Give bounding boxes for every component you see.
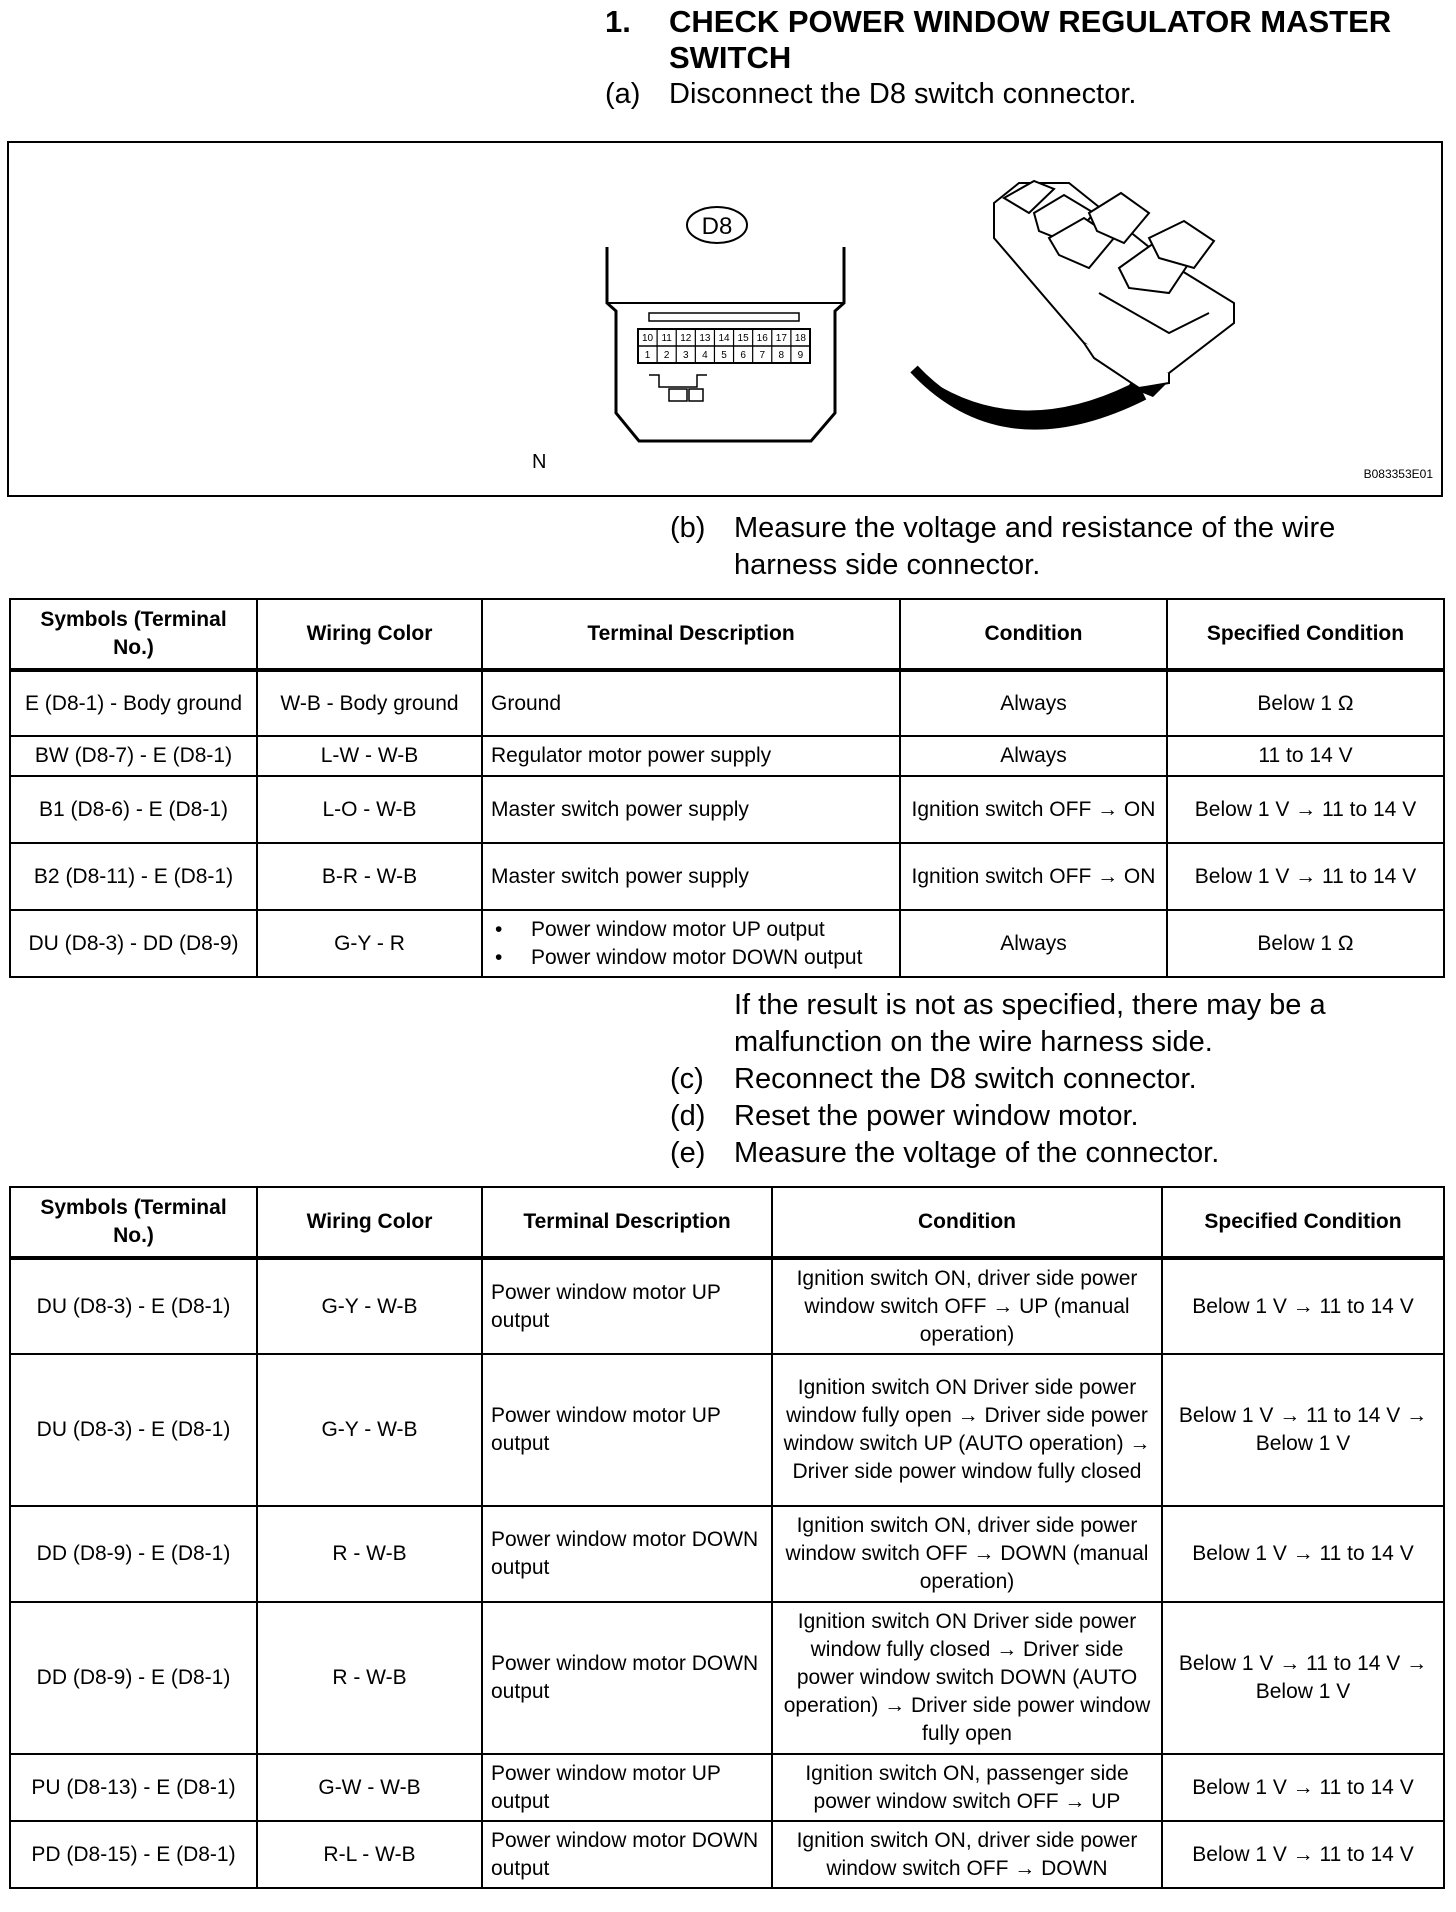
cell-condition: Always xyxy=(900,910,1167,977)
header-wiring-color: Wiring Color xyxy=(257,1187,482,1258)
connector-illustration xyxy=(9,143,1441,495)
cell-description xyxy=(482,910,900,977)
cell-description: Power window motor UP output xyxy=(482,1754,772,1821)
cell-description: Power window motor UP output xyxy=(482,1354,772,1506)
cell-symbols: B2 (D8-11) - E (D8-1) xyxy=(10,843,257,910)
cell-description: Ground xyxy=(482,670,900,736)
terminal-number: 18 xyxy=(794,333,807,344)
voltage-table xyxy=(9,1186,1445,1889)
header-condition: Condition xyxy=(772,1187,1162,1258)
cell-wiring-color: R - W-B xyxy=(257,1506,482,1602)
terminal-number: 4 xyxy=(702,350,708,361)
cell-condition: Ignition switch ON, driver side power window switch OFF → UP (manual operation) xyxy=(772,1258,1162,1354)
figure-n-label: N xyxy=(532,451,547,473)
cell-description: Master switch power supply xyxy=(482,843,900,910)
bullet-item: • Power window motor DOWN output xyxy=(491,944,891,972)
table-row xyxy=(10,910,1444,977)
cell-description: Power window motor DOWN output xyxy=(482,1821,772,1888)
terminal-number: 7 xyxy=(759,350,766,361)
substep-a xyxy=(605,76,1425,113)
cell-specified: Below 1 V → 11 to 14 V xyxy=(1162,1754,1444,1821)
header-symbols: Symbols (Terminal No.) xyxy=(10,1187,257,1258)
substep-letter: (c) xyxy=(670,1063,704,1095)
terminal-number: 12 xyxy=(680,333,692,344)
header-terminal-description: Terminal Description xyxy=(482,1187,772,1258)
cell-description: Master switch power supply xyxy=(482,776,900,843)
terminal-number: 13 xyxy=(699,333,711,344)
header-symbols: Symbols (Terminal No.) xyxy=(10,599,257,670)
cell-description: Power window motor UP output xyxy=(482,1258,772,1354)
substep-text: Reset the power window motor. xyxy=(734,1100,1139,1132)
substep-text: Measure the voltage and resistance of the wire harness side connector. xyxy=(734,512,1336,581)
terminal-number: 5 xyxy=(721,350,727,361)
cell-condition: Ignition switch OFF → ON xyxy=(900,776,1167,843)
substep-letter: (a) xyxy=(605,78,641,110)
header-condition: Condition xyxy=(900,599,1167,670)
connector-label-text: D8 xyxy=(701,213,733,240)
header-wiring-color: Wiring Color xyxy=(257,599,482,670)
cell-wiring-color: L-O - W-B xyxy=(257,776,482,843)
cell-symbols: E (D8-1) - Body ground xyxy=(10,670,257,736)
cell-symbols: DU (D8-3) - DD (D8-9) xyxy=(10,910,257,977)
terminal-number: 14 xyxy=(718,333,730,344)
substep-text: Disconnect the D8 switch connector. xyxy=(669,78,1137,110)
cell-symbols: PD (D8-15) - E (D8-1) xyxy=(10,1821,257,1888)
table-row xyxy=(10,736,1444,776)
terminal-number: 10 xyxy=(641,333,654,344)
terminal-number: 3 xyxy=(682,350,689,361)
substep-e xyxy=(670,1135,1440,1172)
cell-wiring-color: G-Y - W-B xyxy=(257,1354,482,1506)
table-row xyxy=(10,1602,1444,1754)
cell-condition: Ignition switch ON, passenger side power window switch OFF → UP xyxy=(772,1754,1162,1821)
cell-symbols: DD (D8-9) - E (D8-1) xyxy=(10,1506,257,1602)
cell-symbols: DU (D8-3) - E (D8-1) xyxy=(10,1258,257,1354)
cell-wiring-color: G-W - W-B xyxy=(257,1754,482,1821)
cell-condition: Ignition switch ON Driver side power window fully closed → Driver side power window switch DOWN (AUTO operation) → Driver side power window fully open xyxy=(772,1602,1162,1754)
cell-specified: Below 1 V → 11 to 14 V → Below 1 V xyxy=(1162,1354,1444,1506)
table-row xyxy=(10,843,1444,910)
cell-wiring-color: R - W-B xyxy=(257,1602,482,1754)
cell-condition: Always xyxy=(900,670,1167,736)
table-row xyxy=(10,1506,1444,1602)
cell-wiring-color: G-Y - R xyxy=(257,910,482,977)
step-section xyxy=(605,4,1425,113)
substep-d xyxy=(670,1098,1440,1135)
table-row xyxy=(10,1821,1444,1888)
steps-c-d-e xyxy=(670,987,1440,1172)
master-switch-drawing xyxy=(994,181,1234,388)
cell-symbols: DU (D8-3) - E (D8-1) xyxy=(10,1354,257,1506)
table-header-row xyxy=(10,1187,1444,1258)
terminal-number: 11 xyxy=(661,333,672,344)
terminal-number: 6 xyxy=(740,350,746,361)
cell-symbols: B1 (D8-6) - E (D8-1) xyxy=(10,776,257,843)
cell-specified: Below 1 Ω xyxy=(1167,670,1444,736)
header-terminal-description: Terminal Description xyxy=(482,599,900,670)
substep-text: Measure the voltage of the connector. xyxy=(734,1137,1220,1169)
substep-letter: (e) xyxy=(670,1137,706,1169)
cell-wiring-color: L-W - W-B xyxy=(257,736,482,776)
cell-condition: Ignition switch ON, driver side power window switch OFF → DOWN (manual operation) xyxy=(772,1506,1162,1602)
table-row xyxy=(10,1354,1444,1506)
header-specified-condition: Specified Condition xyxy=(1162,1187,1444,1258)
cell-wiring-color: R-L - W-B xyxy=(257,1821,482,1888)
table-row xyxy=(10,1258,1444,1354)
substep-c xyxy=(670,1061,1440,1098)
step-title: CHECK POWER WINDOW REGULATOR MASTER SWITCH xyxy=(669,4,1392,75)
cell-specified: Below 1 V → 11 to 14 V xyxy=(1162,1821,1444,1888)
terminal-number: 1 xyxy=(644,350,651,361)
cell-specified: Below 1 V → 11 to 14 V xyxy=(1167,843,1444,910)
cell-condition: Ignition switch ON Driver side power window fully open → Driver side power window switch UP (AUTO operation) → Driver side power window fully closed xyxy=(772,1354,1162,1506)
substep-letter: (b) xyxy=(670,512,706,544)
connector-figure xyxy=(7,141,1443,497)
table-header-row xyxy=(10,599,1444,670)
bullet-item: • Power window motor UP output xyxy=(491,916,891,944)
connector-housing xyxy=(607,247,844,441)
cell-specified: Below 1 V → 11 to 14 V → Below 1 V xyxy=(1162,1602,1444,1754)
substep-letter: (d) xyxy=(670,1100,706,1132)
step-heading xyxy=(605,4,1425,76)
cell-symbols: BW (D8-7) - E (D8-1) xyxy=(10,736,257,776)
substep-b xyxy=(670,510,1440,584)
cell-description: Power window motor DOWN output xyxy=(482,1602,772,1754)
cell-specified: Below 1 V → 11 to 14 V xyxy=(1162,1506,1444,1602)
table-row xyxy=(10,670,1444,736)
terminal-number: 9 xyxy=(797,350,804,361)
cell-condition: Ignition switch OFF → ON xyxy=(900,843,1167,910)
cell-condition: Ignition switch ON, driver side power window switch OFF → DOWN xyxy=(772,1821,1162,1888)
header-specified-condition: Specified Condition xyxy=(1167,599,1444,670)
cell-condition: Always xyxy=(900,736,1167,776)
cell-wiring-color: W-B - Body ground xyxy=(257,670,482,736)
terminal-number: 16 xyxy=(756,333,768,344)
table-row xyxy=(10,776,1444,843)
terminal-number: 8 xyxy=(778,350,785,361)
cell-specified: Below 1 Ω xyxy=(1167,910,1444,977)
step-number: 1. xyxy=(605,4,631,39)
cell-symbols: PU (D8-13) - E (D8-1) xyxy=(10,1754,257,1821)
terminal-number: 2 xyxy=(663,350,670,361)
terminal-number: 17 xyxy=(775,333,787,344)
cell-description: Power window motor DOWN output xyxy=(482,1506,772,1602)
cell-description: Regulator motor power supply xyxy=(482,736,900,776)
description-bullet-list xyxy=(491,916,891,972)
substep-text: Reconnect the D8 switch connector. xyxy=(734,1063,1197,1095)
table-row xyxy=(10,1754,1444,1821)
terminal-number: 15 xyxy=(737,333,749,344)
figure-id: B083353E01 xyxy=(1363,467,1433,481)
cell-specified: Below 1 V → 11 to 14 V xyxy=(1162,1258,1444,1354)
resistance-voltage-table xyxy=(9,598,1445,978)
cell-wiring-color: G-Y - W-B xyxy=(257,1258,482,1354)
cell-symbols: DD (D8-9) - E (D8-1) xyxy=(10,1602,257,1754)
cell-wiring-color: B-R - W-B xyxy=(257,843,482,910)
note-text: If the result is not as specified, there may be a malfunction on the wire harness side. xyxy=(734,989,1326,1058)
cell-specified: 11 to 14 V xyxy=(1167,736,1444,776)
cell-specified: Below 1 V → 11 to 14 V xyxy=(1167,776,1444,843)
